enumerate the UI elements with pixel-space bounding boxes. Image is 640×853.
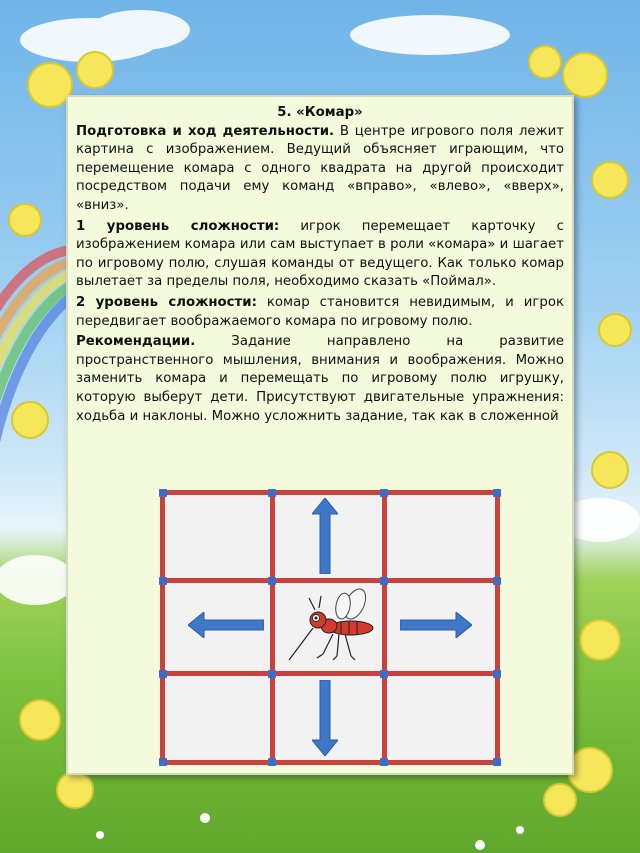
grid-node	[493, 670, 501, 678]
grid-node	[380, 670, 388, 678]
paragraph-recommendations	[76, 333, 564, 426]
mosquito-icon	[285, 588, 375, 668]
paragraph-level-1	[76, 218, 564, 292]
paragraph-recommendations-heading: Рекомендации.	[76, 334, 196, 350]
grid-line	[160, 490, 165, 765]
grid-line	[495, 490, 500, 765]
arrow-left-icon	[188, 612, 264, 638]
paragraph-level-2-text: комар становится невидимым, и игрок передвигает воображаемого комара по игровому полю.	[76, 294, 564, 329]
grid-node	[268, 758, 276, 766]
grid-node	[493, 577, 501, 585]
game-board	[160, 490, 500, 765]
paragraph-preparation-text: В центре игрового поля лежит картина с изображением. Ведущий объясняет играющим, что перемещение комара с одного квадрата на другой происходит посредством подачи ему команд «вправо», «влево», «вверх», «вниз».	[76, 123, 564, 213]
grid-line	[160, 760, 500, 765]
paragraph-preparation-heading: Подготовка и ход деятельности.	[76, 123, 335, 139]
grid-line	[270, 490, 275, 765]
grid-line	[160, 490, 500, 495]
grid-node	[380, 758, 388, 766]
grid-node	[268, 489, 276, 497]
grid-node	[380, 577, 388, 585]
grid-node	[268, 577, 276, 585]
grid-node	[268, 670, 276, 678]
grid-node	[159, 670, 167, 678]
grid-node	[159, 758, 167, 766]
paragraph-level-1-heading: 1 уровень сложности:	[76, 218, 280, 234]
grid-line	[160, 671, 500, 676]
card-title: 5. «Комар»	[277, 105, 363, 120]
grid-node	[380, 489, 388, 497]
card-text	[76, 104, 564, 428]
grid-node	[159, 577, 167, 585]
grid-node	[159, 489, 167, 497]
arrow-right-icon	[400, 612, 472, 638]
paragraph-preparation	[76, 123, 564, 216]
paragraph-level-1-text: игрок перемещает карточку с изображением комара или сам выступает в роли «комара» и шагает по игровому полю, слушая команды от ведущего. Как только комар вылетает за пределы поля, необходимо сказать «Поймал».	[76, 218, 564, 290]
paragraph-recommendations-text: Задание направлено на развитие пространственного мышления, внимания и воображения. Можно заменить комара и перемещать по игровому полю игрушку, которую выберут дети. Присутствуют двигательные упражнения: ходьба и наклоны. Можно усложнить задание, так как в сложенной	[76, 334, 564, 424]
arrow-up-icon	[312, 498, 338, 574]
grid-line	[160, 578, 500, 583]
grid-line	[382, 490, 387, 765]
paragraph-level-2	[76, 294, 564, 331]
paragraph-level-2-heading: 2 уровень сложности:	[76, 294, 257, 310]
grid-node	[493, 758, 501, 766]
arrow-down-icon	[312, 680, 338, 756]
grid-node	[493, 489, 501, 497]
